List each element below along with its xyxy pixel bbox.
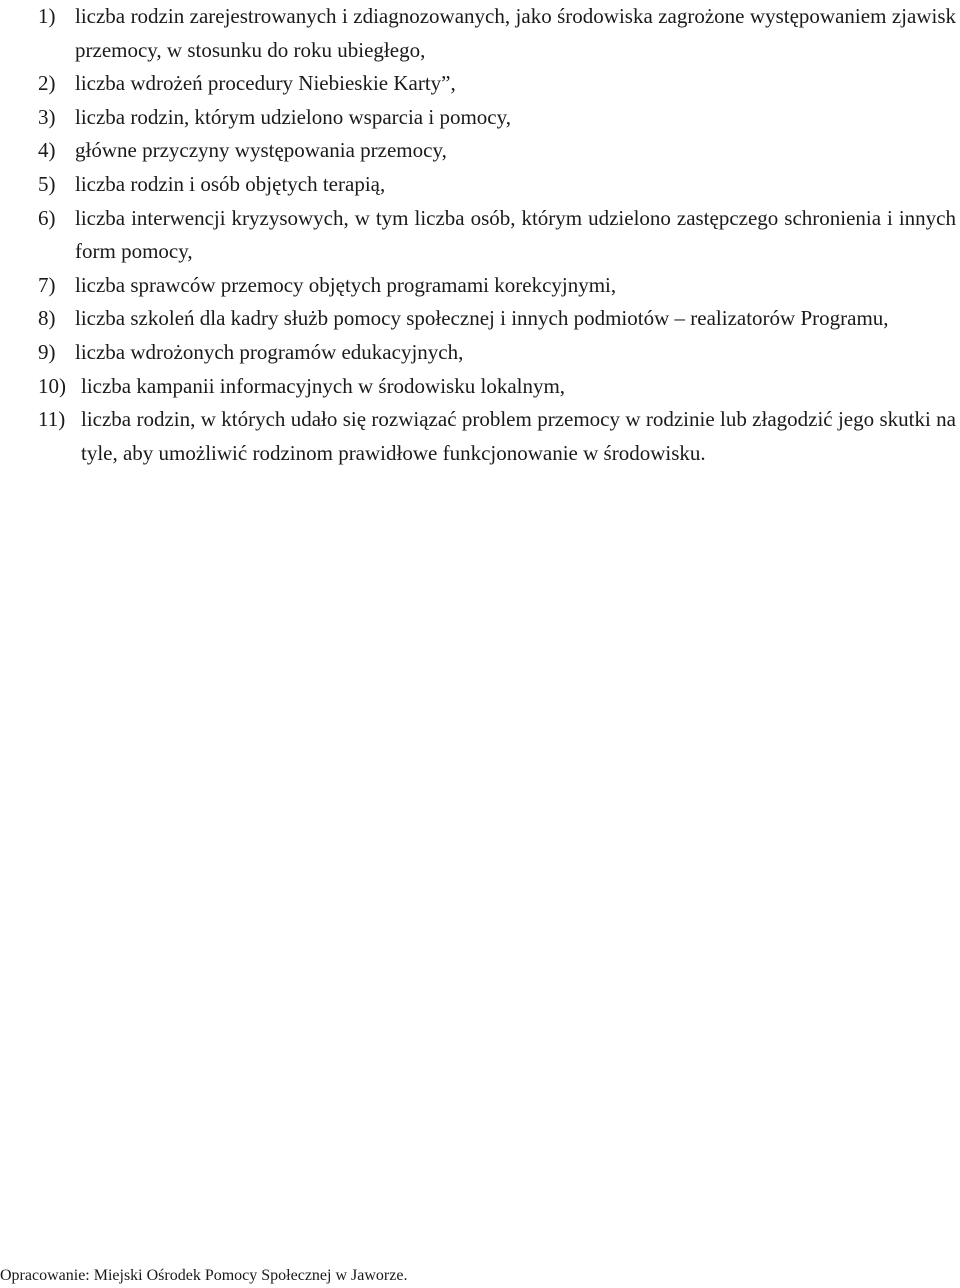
list-item [38,0,956,67]
list-item-number: 7) [38,272,56,297]
list-item-text: liczba rodzin zarejestrowanych i zdiagnozowanych, jako środowiska zagrożone występowaniem zjawisk przemocy, w stosunku do roku ubiegłego, [75,4,956,62]
list-item-number: 11) [38,407,66,432]
list-item-text: liczba interwencji kryzysowych, w tym liczba osób, którym udzielono zastępczego schronienia i innych form pomocy, [75,205,956,264]
list-item [38,269,956,303]
list-item-text: liczba rodzin, którym udzielono wsparcia i pomocy, [75,104,512,129]
list-item-text: liczba rodzin i osób objętych terapią, [75,171,386,196]
list-item [38,370,956,404]
list-item-number: 6) [38,205,56,230]
list-item [38,336,956,370]
list-item-number: 5) [38,171,56,196]
list-item-number: 8) [38,306,56,331]
list-item-number: 10) [38,373,66,398]
list-item-number: 2) [38,71,56,96]
list-item-number: 1) [38,4,56,28]
list-item [38,101,956,135]
list-item [38,67,956,101]
list-item [38,134,956,168]
list-item-number: 4) [38,138,56,163]
list-item-text: liczba wdrożeń procedury Niebieskie Karty”, [75,71,456,96]
list-item-text: liczba szkoleń dla kadry służb pomocy społecznej i innych podmiotów – realizatorów Programu, [75,306,889,331]
list-item-number: 9) [38,339,56,364]
list-item [38,168,956,202]
list-item [38,202,956,269]
page-footer: Opracowanie: Miejski Ośrodek Pomocy Społecznej w Jaworze. [0,1267,408,1284]
list-item-number: 3) [38,104,56,129]
list-item [38,403,956,470]
indicator-list [38,0,956,470]
list-item-text: liczba sprawców przemocy objętych programami korekcyjnymi, [75,272,617,297]
list-item-text: liczba wdrożonych programów edukacyjnych, [75,339,464,364]
list-item-text: liczba rodzin, w których udało się rozwiązać problem przemocy w rodzinie lub złagodzić jego skutki na tyle, aby umożliwić rodzinom prawidłowe funkcjonowanie w środowisku. [81,407,956,465]
list-item-text: główne przyczyny występowania przemocy, [75,138,447,163]
list-item-text: liczba kampanii informacyjnych w środowisku lokalnym, [81,373,566,398]
list-item [38,302,956,336]
